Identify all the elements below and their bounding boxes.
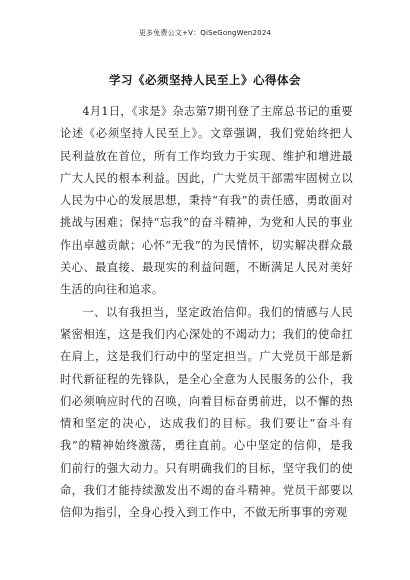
header-note: 更多免费公文+V：QiSeGongWen2024 [138,29,272,37]
paragraph: 4月1日，《求是》杂志第7期刊登了主席总书记的重要论述《必须坚持人民至上》。文章强调，我们党始终把人民利益放在首位，所有工作均致力于实现、维护和增进最广大人民的根本利益。因此，广大党员干部需牢固树立以人民为中心的发展思想，秉持“有我”的责任感，勇敢面对挑战与困难；保持“忘我”的奋斗精神，为党和人民的事业作出卓越贡献；心怀“无我”的为民情怀，切实解决群众最关心、最直接、最现实的利益问题，不断满足人民对美好生活的向往和追求。 [60,105,353,297]
document-title: 学习《必须坚持人民至上》心得体会 [109,73,301,87]
document-body [60,101,353,525]
paragraph: 一、以有我担当，坚定政治信仰。我们的情感与人民紧密相连，这是我们内心深处的不竭动力；我们的使命扛在肩上，这是我们行动中的坚定担当。广大党员干部是新时代新征程的先锋队，是全心全意为人民服务的公仆，我们必须响应时代的召唤，向着目标奋勇前进，以不懈的热情和坚定的决心，达成我们的目标。我们要让“奋斗有我”的精神始终激荡，勇往直前。心中坚定的信仰，是我们前行的强大动力。只有明确我们的目标，坚守我们的使命，我们才能持续激发出不竭的奋斗精神。党员干部要以信仰为指引，全身心投入到工作中，不做无所事事的旁观 [60,305,353,520]
